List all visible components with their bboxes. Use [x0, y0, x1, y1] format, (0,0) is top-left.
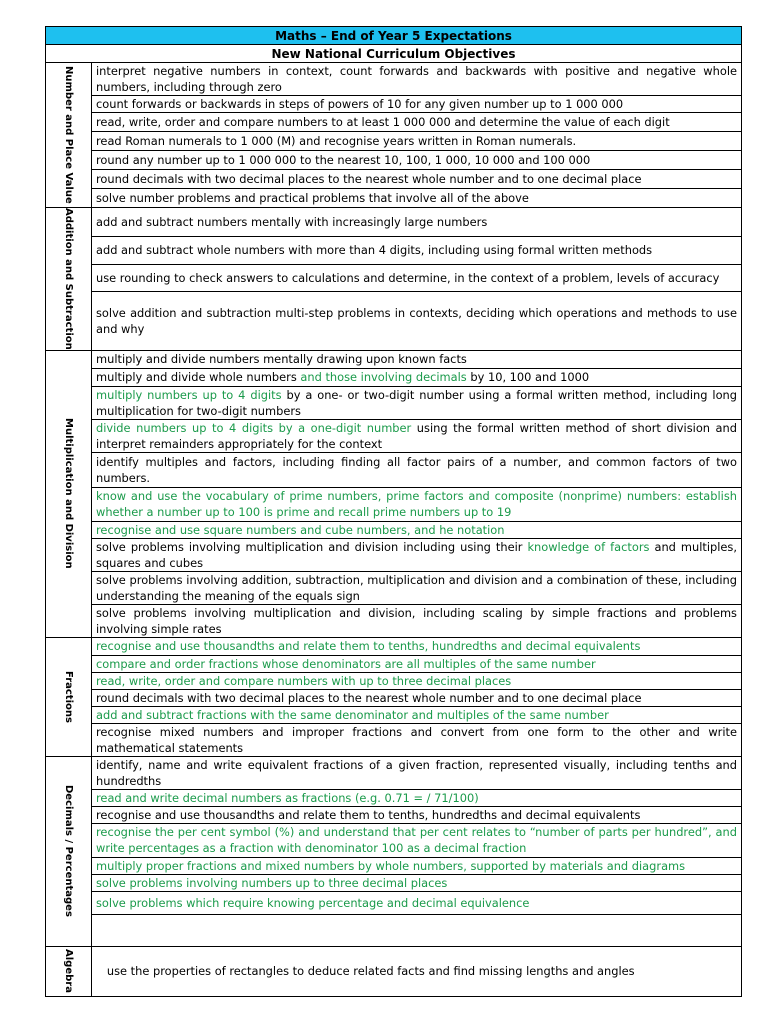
- objective-new-text: divide numbers up to 4 digits by a one-digit number: [96, 420, 412, 435]
- objective-row: [46, 538, 742, 571]
- objective-row: [46, 823, 742, 857]
- objective-new-text: know and use the vocabulary of prime numbers, prime factors and composite (nonprime) numbers: establish whether a number up to 100 is prime and recall prime numbers up to 19: [96, 489, 737, 520]
- objective-text: [92, 63, 742, 96]
- section-label-text: Fractions: [63, 670, 74, 723]
- objective-text: [92, 538, 742, 571]
- objective-text: [92, 689, 742, 706]
- subtitle-row: [46, 45, 742, 63]
- objective-core-text: use the properties of rectangles to deduce related facts and find missing lengths and angles: [96, 964, 635, 979]
- objective-row: [46, 264, 742, 292]
- objective-text: [92, 350, 742, 368]
- objective-row: [46, 386, 742, 419]
- objective-row: [46, 756, 742, 789]
- objective-core-text: round any number up to 1 000 000 to the nearest 10, 100, 1 000, 10 000 and 100 000: [96, 153, 591, 167]
- objective-text: [92, 914, 742, 946]
- objective-text: [92, 723, 742, 756]
- objective-core-text: read, write, order and compare numbers to at least 1 000 000 and determine the value of each digit: [96, 115, 670, 129]
- objective-new-text: recognise and use square numbers and cube numbers, and he notation: [96, 522, 505, 537]
- objective-text: [92, 672, 742, 689]
- objective-row: [46, 521, 742, 538]
- objective-row: [46, 292, 742, 350]
- objective-text: [92, 571, 742, 604]
- objective-text: [92, 113, 742, 132]
- objective-text: [92, 874, 742, 891]
- objective-text: [92, 823, 742, 857]
- objective-row: [46, 208, 742, 237]
- objective-row: [46, 96, 742, 113]
- section-label-number-and-place-value: [46, 63, 92, 208]
- objective-new-text: solve problems which require knowing percentage and decimal equivalence: [96, 895, 530, 910]
- objective-text: [92, 208, 742, 237]
- objectives-table: [45, 26, 742, 997]
- section-label-fractions: [46, 637, 92, 756]
- objective-new-text: multiply numbers up to 4 digits: [96, 387, 282, 402]
- section-label-addition-and-subtraction: [46, 208, 92, 351]
- objective-row: [46, 672, 742, 689]
- objective-core-text: use rounding to check answers to calculations and determine, in the context of a problem, levels of accuracy: [96, 271, 720, 286]
- objective-core-text: recognise and use thousandths and relate them to tenths, hundredths and decimal equivalents: [96, 807, 641, 822]
- objective-core-text: using the formal written method of short division and interpret remainders appropriately for the context: [96, 420, 737, 451]
- document-title: Maths – End of Year 5 Expectations: [46, 27, 742, 45]
- objective-core-text: by 10, 100 and 1000: [466, 370, 590, 385]
- objective-new-text: read, write, order and compare numbers with up to three decimal places: [96, 673, 512, 688]
- objective-text: [92, 946, 742, 996]
- objective-core-text: solve problems involving multiplication and division including using their: [96, 539, 528, 554]
- objective-new-text: read and write decimal numbers as fractions (e.g. 0.71 = / 71/100): [96, 790, 479, 805]
- objective-row: [46, 571, 742, 604]
- objective-row: [46, 132, 742, 151]
- objective-text: [92, 655, 742, 672]
- objective-text: [92, 170, 742, 189]
- title-row: [46, 27, 742, 45]
- objective-row: [46, 946, 742, 996]
- objective-core-text: multiply and divide whole numbers: [96, 370, 301, 385]
- objective-row: [46, 857, 742, 874]
- objective-row: [46, 151, 742, 170]
- objective-text: [92, 637, 742, 655]
- objective-text: [92, 189, 742, 208]
- objective-new-text: knowledge of factors: [527, 539, 650, 554]
- objective-core-text: round decimals with two decimal places to the nearest whole number and to one decimal place: [96, 690, 642, 705]
- objective-core-text: solve addition and subtraction multi-step problems in contexts, deciding which operations and methods to use and why: [96, 306, 737, 337]
- objective-core-text: add and subtract whole numbers with more than 4 digits, including using formal written methods: [96, 243, 653, 258]
- objective-text: [92, 151, 742, 170]
- objective-text: [92, 756, 742, 789]
- objective-new-text: recognise and use thousandths and relate them to tenths, hundredths and decimal equivalents: [96, 639, 641, 654]
- objective-core-text: identify multiples and factors, including finding all factor pairs of a number, and common factors of two numbers.: [96, 454, 737, 485]
- objective-core-text: solve problems involving multiplication and division, including scaling by simple fractions and problems involving simple rates: [96, 605, 737, 636]
- objective-text: [92, 706, 742, 723]
- section-label-text: Addition and Subtraction: [63, 208, 74, 350]
- objective-row: [46, 891, 742, 914]
- objective-row: [46, 113, 742, 132]
- objective-row: [46, 189, 742, 208]
- objective-core-text: solve number problems and practical problems that involve all of the above: [96, 191, 529, 205]
- objective-text: [92, 806, 742, 823]
- objective-core-text: solve problems involving addition, subtraction, multiplication and division and a combination of these, including understanding the meaning of the equals sign: [96, 572, 737, 603]
- objective-row: [46, 368, 742, 386]
- objective-text: [92, 237, 742, 265]
- objective-text: [92, 891, 742, 914]
- objective-row: [46, 706, 742, 723]
- objective-core-text: read Roman numerals to 1 000 (M) and recognise years written in Roman numerals.: [96, 134, 577, 148]
- objective-core-text: round decimals with two decimal places to the nearest whole number and to one decimal place: [96, 172, 642, 186]
- objective-core-text: interpret negative numbers in context, count forwards and backwards with positive and negative whole numbers, including through zero: [96, 64, 737, 94]
- objective-text: [92, 264, 742, 292]
- objective-text: [92, 487, 742, 521]
- objective-new-text: recognise the per cent symbol (%) and understand that per cent relates to “number of parts per hundred”, and write percentages as a fraction with denominator 100 as a decimal fraction: [96, 825, 737, 856]
- objective-text: [92, 132, 742, 151]
- objective-new-text: solve problems involving numbers up to three decimal places: [96, 875, 448, 890]
- objective-text: [92, 419, 742, 452]
- section-label-text: Number and Place Value: [63, 66, 74, 204]
- objective-new-text: multiply proper fractions and mixed numbers by whole numbers, supported by materials and diagrams: [96, 858, 686, 873]
- section-label-multiplication-and-division: [46, 350, 92, 637]
- objective-row: [46, 170, 742, 189]
- objective-row: [46, 806, 742, 823]
- section-label-text: Multiplication and Division: [63, 418, 74, 570]
- section-label-algebra: [46, 946, 92, 996]
- objective-row: [46, 723, 742, 756]
- objective-text: [92, 368, 742, 386]
- objective-core-text: count forwards or backwards in steps of powers of 10 for any given number up to 1 000 000: [96, 97, 624, 111]
- objective-text: [92, 452, 742, 487]
- objective-text: [92, 521, 742, 538]
- objective-row: [46, 350, 742, 368]
- objective-row: [46, 63, 742, 96]
- objective-row: [46, 637, 742, 655]
- objective-core-text: and multiples, squares and cubes: [96, 539, 737, 570]
- objective-row: [46, 487, 742, 521]
- section-label-text: Algebra: [63, 949, 74, 994]
- objective-row: [46, 874, 742, 891]
- objective-text: [92, 386, 742, 419]
- objective-text: [92, 96, 742, 113]
- objective-row: [46, 604, 742, 637]
- section-label-decimals-percentages: [46, 756, 92, 946]
- expectations-document: [45, 26, 742, 997]
- objective-new-text: add and subtract fractions with the same denominator and multiples of the same number: [96, 707, 609, 722]
- objective-text: [92, 789, 742, 806]
- objective-core-text: add and subtract numbers mentally with increasingly large numbers: [96, 215, 488, 230]
- objective-text: [92, 292, 742, 350]
- objective-row: [46, 237, 742, 265]
- objective-row: [46, 689, 742, 706]
- objective-new-text: and those involving decimals: [300, 370, 467, 385]
- objective-text: [92, 604, 742, 637]
- objective-core-text: multiply and divide numbers mentally drawing upon known facts: [96, 352, 467, 367]
- objective-row: [46, 452, 742, 487]
- objective-new-text: compare and order fractions whose denominators are all multiples of the same number: [96, 656, 596, 671]
- objective-row: [46, 419, 742, 452]
- objective-core-text: identify, name and write equivalent fractions of a given fraction, represented visually, including tenths and hundredths: [96, 757, 737, 788]
- objective-core-text: by a one- or two-digit number using a formal written method, including long multiplication for two-digit numbers: [96, 387, 737, 418]
- objective-text: [92, 857, 742, 874]
- objective-core-text: recognise mixed numbers and improper fractions and convert from one form to the other and write mathematical statements: [96, 724, 737, 755]
- objective-row: [46, 914, 742, 946]
- objective-row: [46, 789, 742, 806]
- section-label-text: Decimals / Percentages: [63, 785, 74, 918]
- objective-row: [46, 655, 742, 672]
- document-subtitle: New National Curriculum Objectives: [46, 45, 742, 63]
